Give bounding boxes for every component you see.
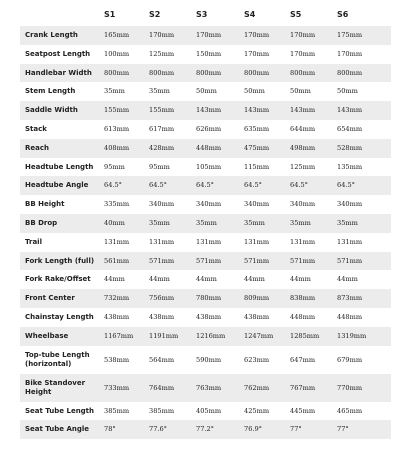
cell-value: 445mm: [290, 406, 316, 415]
cell-value: 800mm: [290, 68, 316, 77]
cell-value: 590mm: [196, 355, 222, 364]
table-row: [20, 402, 391, 421]
cell-value: 100mm: [104, 49, 130, 58]
cell-value: 50mm: [196, 87, 217, 96]
cell-value: 780mm: [196, 294, 222, 303]
cell-value: 613mm: [104, 125, 130, 133]
cell-value: 131mm: [244, 237, 270, 246]
cell-value: 35mm: [244, 219, 265, 227]
cell-value: 448mm: [196, 143, 222, 152]
cell-value: 50mm: [337, 87, 358, 96]
cell-value: 125mm: [149, 49, 175, 58]
cell-value: 64.5°: [290, 181, 308, 190]
cell-value: 50mm: [244, 87, 265, 96]
table-row: [20, 374, 391, 402]
table-row: [20, 289, 391, 308]
cell-value: 571mm: [290, 256, 316, 265]
cell-value: 78°: [104, 425, 116, 434]
table-row: [20, 308, 391, 327]
cell-value: 1285mm: [290, 331, 320, 340]
header-size-s3: S3: [196, 10, 208, 19]
row-label: Seatpost Length: [25, 49, 91, 58]
cell-value: 170mm: [290, 49, 316, 58]
cell-value: 143mm: [290, 106, 316, 115]
table-row: [20, 139, 391, 158]
cell-value: 438mm: [196, 313, 222, 321]
cell-value: 571mm: [244, 256, 270, 265]
cell-value: 64.5°: [104, 181, 122, 190]
table-row: [20, 195, 391, 214]
cell-value: 340mm: [196, 200, 222, 209]
cell-value: 800mm: [104, 68, 130, 77]
cell-value: 571mm: [337, 256, 363, 265]
row-label: Stem Length: [25, 87, 76, 96]
cell-value: 425mm: [244, 406, 270, 415]
cell-value: 475mm: [244, 143, 270, 152]
row-label: Wheelbase: [25, 331, 69, 340]
cell-value: 77.6°: [149, 425, 167, 434]
table-row: [20, 270, 391, 289]
cell-value: 1216mm: [196, 331, 226, 340]
cell-value: 644mm: [290, 125, 316, 133]
cell-value: 438mm: [104, 313, 130, 321]
cell-value: 77°: [290, 425, 302, 434]
row-label: Fork Length (full): [25, 256, 95, 265]
cell-value: 131mm: [149, 237, 175, 246]
row-label: BB Height: [25, 200, 65, 209]
table-row: [20, 64, 391, 83]
cell-value: 50mm: [290, 87, 311, 96]
cell-value: 170mm: [196, 31, 222, 39]
cell-value: 448mm: [290, 313, 316, 321]
cell-value: 538mm: [104, 355, 130, 364]
cell-value: 44mm: [337, 275, 358, 284]
table-row: [20, 346, 391, 374]
cell-value: 770mm: [337, 383, 363, 392]
header-row: [0, 0, 400, 28]
cell-value: 617mm: [149, 125, 175, 133]
row-label: Top-tube Length (horizontal): [25, 350, 90, 368]
row-label: Seat Tube Length: [25, 406, 95, 415]
cell-value: 44mm: [290, 275, 311, 284]
cell-value: 679mm: [337, 355, 363, 364]
cell-value: 44mm: [149, 275, 170, 284]
header-size-s4: S4: [244, 10, 256, 19]
row-label: Stack: [25, 125, 47, 133]
cell-value: 131mm: [337, 237, 363, 246]
cell-value: 498mm: [290, 143, 316, 152]
cell-value: 35mm: [290, 219, 311, 227]
cell-value: 170mm: [290, 31, 316, 39]
row-label: Bike Standover Height: [25, 378, 86, 396]
table-row: [20, 176, 391, 195]
table-row: [20, 120, 391, 139]
row-label: Reach: [25, 143, 49, 152]
cell-value: 465mm: [337, 406, 363, 415]
cell-value: 150mm: [196, 49, 222, 58]
cell-value: 340mm: [244, 200, 270, 209]
row-label: Saddle Width: [25, 106, 78, 115]
cell-value: 64.5°: [337, 181, 355, 190]
cell-value: 95mm: [149, 162, 170, 171]
cell-value: 170mm: [337, 49, 363, 58]
cell-value: 762mm: [244, 383, 270, 392]
cell-value: 44mm: [104, 275, 125, 284]
cell-value: 155mm: [104, 106, 130, 115]
cell-value: 654mm: [337, 125, 363, 133]
cell-value: 340mm: [149, 200, 175, 209]
cell-value: 405mm: [196, 406, 222, 415]
row-label: Headtube Angle: [25, 181, 89, 190]
cell-value: 756mm: [149, 294, 175, 303]
table-row: [20, 214, 391, 233]
table-row: [20, 158, 391, 177]
cell-value: 733mm: [104, 383, 130, 392]
cell-value: 175mm: [337, 31, 363, 39]
cell-value: 1191mm: [149, 331, 179, 340]
cell-value: 873mm: [337, 294, 363, 303]
row-label: Handlebar Width: [25, 68, 92, 77]
cell-value: 1319mm: [337, 331, 367, 340]
cell-value: 764mm: [149, 383, 175, 392]
row-label: Chainstay Length: [25, 313, 94, 321]
header-size-s2: S2: [149, 10, 161, 19]
cell-value: 385mm: [104, 406, 130, 415]
cell-value: 131mm: [104, 237, 130, 246]
cell-value: 155mm: [149, 106, 175, 115]
cell-value: 767mm: [290, 383, 316, 392]
cell-value: 105mm: [196, 162, 222, 171]
table-row: [20, 101, 391, 120]
row-label: Front Center: [25, 294, 75, 303]
cell-value: 763mm: [196, 383, 222, 392]
cell-value: 561mm: [104, 256, 130, 265]
row-label: Fork Rake/Offset: [25, 275, 91, 284]
cell-value: 64.5°: [196, 181, 214, 190]
header-size-s5: S5: [290, 10, 302, 19]
table-row: [20, 252, 391, 271]
cell-value: 165mm: [104, 31, 130, 39]
cell-value: 408mm: [104, 143, 130, 152]
table-row: [20, 26, 391, 45]
cell-value: 77.2°: [196, 425, 214, 434]
cell-value: 571mm: [149, 256, 175, 265]
cell-value: 438mm: [244, 313, 270, 321]
cell-value: 44mm: [244, 275, 265, 284]
cell-value: 564mm: [149, 355, 175, 364]
cell-value: 35mm: [337, 219, 358, 227]
cell-value: 385mm: [149, 406, 175, 415]
cell-value: 115mm: [244, 162, 270, 171]
cell-value: 35mm: [104, 87, 125, 96]
cell-value: 131mm: [196, 237, 222, 246]
cell-value: 838mm: [290, 294, 316, 303]
cell-value: 35mm: [196, 219, 217, 227]
cell-value: 35mm: [149, 87, 170, 96]
cell-value: 1167mm: [104, 331, 134, 340]
cell-value: 635mm: [244, 125, 270, 133]
cell-value: 647mm: [290, 355, 316, 364]
row-label: BB Drop: [25, 219, 58, 227]
cell-value: 626mm: [196, 125, 222, 133]
cell-value: 340mm: [290, 200, 316, 209]
cell-value: 44mm: [196, 275, 217, 284]
cell-value: 143mm: [196, 106, 222, 115]
cell-value: 800mm: [196, 68, 222, 77]
cell-value: 131mm: [290, 237, 316, 246]
table-row: [20, 233, 391, 252]
cell-value: 623mm: [244, 355, 270, 364]
header-size-s1: S1: [104, 10, 116, 19]
cell-value: 800mm: [337, 68, 363, 77]
cell-value: 1247mm: [244, 331, 274, 340]
cell-value: 448mm: [337, 313, 363, 321]
row-label: Trail: [25, 237, 42, 246]
table-row: [20, 45, 391, 64]
table-row: [20, 420, 391, 439]
cell-value: 800mm: [149, 68, 175, 77]
cell-value: 528mm: [337, 143, 363, 152]
cell-value: 40mm: [104, 219, 125, 227]
cell-value: 135mm: [337, 162, 363, 171]
cell-value: 170mm: [244, 49, 270, 58]
cell-value: 340mm: [337, 200, 363, 209]
row-label: Crank Length: [25, 31, 78, 39]
cell-value: 732mm: [104, 294, 130, 303]
cell-value: 571mm: [196, 256, 222, 265]
cell-value: 77°: [337, 425, 349, 434]
header-size-s6: S6: [337, 10, 349, 19]
cell-value: 800mm: [244, 68, 270, 77]
row-label: Headtube Length: [25, 162, 94, 171]
cell-value: 438mm: [149, 313, 175, 321]
cell-value: 809mm: [244, 294, 270, 303]
cell-value: 64.5°: [244, 181, 262, 190]
cell-value: 428mm: [149, 143, 175, 152]
cell-value: 170mm: [244, 31, 270, 39]
cell-value: 125mm: [290, 162, 316, 171]
table-row: [20, 327, 391, 346]
row-label: Seat Tube Angle: [25, 425, 90, 434]
cell-value: 95mm: [104, 162, 125, 171]
cell-value: 35mm: [149, 219, 170, 227]
cell-value: 335mm: [104, 200, 130, 209]
cell-value: 64.5°: [149, 181, 167, 190]
cell-value: 143mm: [337, 106, 363, 115]
cell-value: 76.9°: [244, 425, 262, 434]
cell-value: 170mm: [149, 31, 175, 39]
cell-value: 143mm: [244, 106, 270, 115]
table-row: [20, 82, 391, 101]
